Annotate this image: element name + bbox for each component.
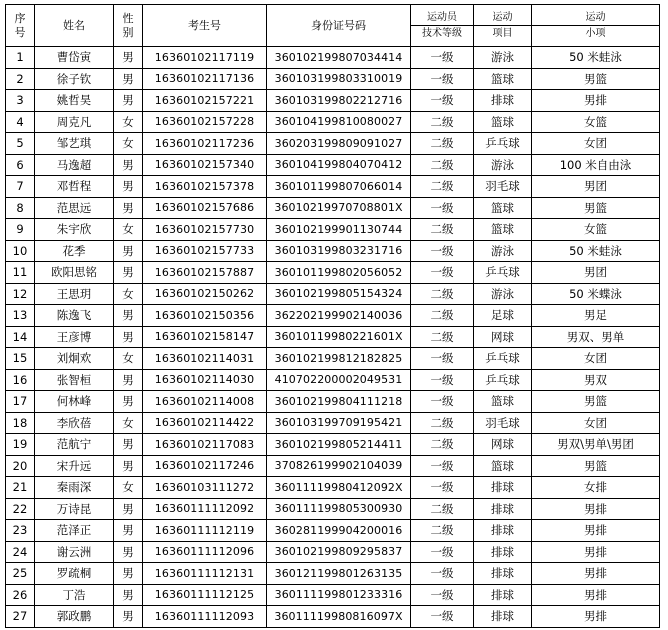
cell-subevent: 女团: [532, 412, 660, 434]
cell-subevent: 50 米蛙泳: [532, 47, 660, 69]
cell-exam-no: 16360102150356: [143, 305, 267, 327]
cell-name: 罗疏桐: [35, 563, 114, 585]
cell-seq: 13: [6, 305, 35, 327]
cell-subevent: 男排: [532, 563, 660, 585]
cell-level: 一级: [411, 197, 474, 219]
table-row: [6, 520, 660, 542]
table-row: [6, 47, 660, 69]
cell-id-no: 360103199803231716: [267, 240, 411, 262]
cell-subevent: 50 米蝶泳: [532, 283, 660, 305]
cell-level: 一级: [411, 391, 474, 413]
cell-project: 乒乓球: [474, 369, 532, 391]
cell-project: 乒乓球: [474, 133, 532, 155]
table-row: [6, 541, 660, 563]
cell-id-no: 360102199807034414: [267, 47, 411, 69]
cell-gender: 男: [114, 326, 143, 348]
header-id-no: 身份证号码: [267, 5, 411, 47]
cell-project: 羽毛球: [474, 412, 532, 434]
cell-subevent: 男团: [532, 262, 660, 284]
cell-id-no: 370826199902104039: [267, 455, 411, 477]
cell-seq: 4: [6, 111, 35, 133]
table-row: [6, 283, 660, 305]
cell-gender: 男: [114, 240, 143, 262]
cell-exam-no: 16360102157228: [143, 111, 267, 133]
cell-name: 马逸超: [35, 154, 114, 176]
cell-exam-no: 16360111112125: [143, 584, 267, 606]
table-row: [6, 326, 660, 348]
cell-gender: 男: [114, 68, 143, 90]
header-subevent-line1: 运动: [532, 10, 659, 26]
cell-level: 二级: [411, 176, 474, 198]
cell-name: 丁浩: [35, 584, 114, 606]
cell-level: 二级: [411, 154, 474, 176]
cell-gender: 女: [114, 111, 143, 133]
cell-exam-no: 16360102117246: [143, 455, 267, 477]
table-row: [6, 348, 660, 370]
header-exam-no: 考生号: [143, 5, 267, 47]
cell-project: 排球: [474, 477, 532, 499]
table-row: [6, 240, 660, 262]
header-seq-line2: 号: [14, 25, 26, 39]
cell-exam-no: 16360111112093: [143, 606, 267, 628]
cell-id-no: 360102199804111218: [267, 391, 411, 413]
cell-gender: 男: [114, 606, 143, 628]
cell-project: 篮球: [474, 219, 532, 241]
cell-project: 排球: [474, 520, 532, 542]
cell-name: 朱宇欣: [35, 219, 114, 241]
cell-id-no: 360203199809091027: [267, 133, 411, 155]
cell-exam-no: 16360102117236: [143, 133, 267, 155]
cell-project: 排球: [474, 541, 532, 563]
cell-exam-no: 16360111112131: [143, 563, 267, 585]
cell-seq: 24: [6, 541, 35, 563]
header-seq: [6, 5, 35, 47]
table-row: [6, 498, 660, 520]
cell-name: 何林峰: [35, 391, 114, 413]
table-row: [6, 90, 660, 112]
cell-project: 游泳: [474, 154, 532, 176]
cell-subevent: 男团: [532, 176, 660, 198]
cell-subevent: 男篮: [532, 391, 660, 413]
cell-subevent: 男双: [532, 369, 660, 391]
cell-id-no: 360103199709195421: [267, 412, 411, 434]
cell-id-no: 360102199809295837: [267, 541, 411, 563]
cell-gender: 男: [114, 541, 143, 563]
cell-seq: 17: [6, 391, 35, 413]
cell-level: 二级: [411, 111, 474, 133]
cell-gender: 男: [114, 262, 143, 284]
table-row: [6, 154, 660, 176]
cell-gender: 男: [114, 498, 143, 520]
cell-id-no: 360103199803310019: [267, 68, 411, 90]
cell-subevent: 男足: [532, 305, 660, 327]
cell-seq: 6: [6, 154, 35, 176]
cell-id-no: 360111199805300930: [267, 498, 411, 520]
cell-level: 二级: [411, 434, 474, 456]
cell-subevent: 男排: [532, 541, 660, 563]
cell-seq: 23: [6, 520, 35, 542]
cell-id-no: 36011119980412092X: [267, 477, 411, 499]
cell-subevent: 男排: [532, 498, 660, 520]
cell-project: 游泳: [474, 47, 532, 69]
cell-seq: 25: [6, 563, 35, 585]
cell-level: 二级: [411, 133, 474, 155]
table-row: [6, 391, 660, 413]
table-row: [6, 197, 660, 219]
cell-name: 王思玥: [35, 283, 114, 305]
cell-exam-no: 16360102117083: [143, 434, 267, 456]
cell-exam-no: 16360111112096: [143, 541, 267, 563]
cell-project: 足球: [474, 305, 532, 327]
cell-level: 一级: [411, 240, 474, 262]
cell-gender: 女: [114, 412, 143, 434]
cell-seq: 11: [6, 262, 35, 284]
cell-name: 谢云洲: [35, 541, 114, 563]
athlete-roster-table: [5, 4, 660, 628]
cell-gender: 女: [114, 133, 143, 155]
cell-project: 排球: [474, 584, 532, 606]
cell-name: 范泽正: [35, 520, 114, 542]
header-seq-line1: 序: [14, 11, 26, 25]
cell-project: 网球: [474, 434, 532, 456]
cell-name: 郭政鹏: [35, 606, 114, 628]
cell-id-no: 360281199904200016: [267, 520, 411, 542]
cell-seq: 20: [6, 455, 35, 477]
cell-level: 二级: [411, 498, 474, 520]
cell-name: 万诗昆: [35, 498, 114, 520]
cell-subevent: 男篮: [532, 455, 660, 477]
cell-name: 王彦博: [35, 326, 114, 348]
table-row: [6, 563, 660, 585]
cell-exam-no: 16360102158147: [143, 326, 267, 348]
cell-id-no: 36010219970708801X: [267, 197, 411, 219]
cell-name: 李欣蓓: [35, 412, 114, 434]
cell-level: 一级: [411, 68, 474, 90]
cell-exam-no: 16360102117119: [143, 47, 267, 69]
table-row: [6, 68, 660, 90]
cell-exam-no: 16360102114030: [143, 369, 267, 391]
cell-subevent: 男排: [532, 584, 660, 606]
cell-name: 徐子钦: [35, 68, 114, 90]
cell-level: 一级: [411, 541, 474, 563]
cell-exam-no: 16360111112092: [143, 498, 267, 520]
cell-project: 排球: [474, 563, 532, 585]
cell-gender: 男: [114, 391, 143, 413]
cell-gender: 男: [114, 305, 143, 327]
table-row: [6, 455, 660, 477]
table-row: [6, 305, 660, 327]
cell-project: 篮球: [474, 68, 532, 90]
cell-subevent: 男排: [532, 606, 660, 628]
header-level-line1: 运动员: [411, 10, 473, 26]
cell-id-no: 360102199805154324: [267, 283, 411, 305]
cell-seq: 22: [6, 498, 35, 520]
cell-subevent: 女团: [532, 348, 660, 370]
cell-exam-no: 16360102157340: [143, 154, 267, 176]
cell-level: 一级: [411, 47, 474, 69]
cell-gender: 男: [114, 47, 143, 69]
cell-id-no: 360102199805214411: [267, 434, 411, 456]
table-row: [6, 133, 660, 155]
table-row: [6, 111, 660, 133]
cell-seq: 12: [6, 283, 35, 305]
table-row: [6, 434, 660, 456]
cell-project: 排球: [474, 606, 532, 628]
cell-level: 一级: [411, 90, 474, 112]
cell-level: 一级: [411, 563, 474, 585]
cell-gender: 男: [114, 176, 143, 198]
cell-exam-no: 16360102114422: [143, 412, 267, 434]
cell-level: 一级: [411, 348, 474, 370]
cell-level: 二级: [411, 305, 474, 327]
cell-id-no: 362202199902140036: [267, 305, 411, 327]
cell-seq: 19: [6, 434, 35, 456]
cell-level: 二级: [411, 412, 474, 434]
cell-project: 排球: [474, 498, 532, 520]
header-gender-line2: 别: [122, 25, 134, 39]
cell-name: 邓哲程: [35, 176, 114, 198]
cell-subevent: 男排: [532, 90, 660, 112]
header-project-line1: 运动: [474, 10, 531, 26]
cell-name: 宋升远: [35, 455, 114, 477]
cell-level: 一级: [411, 369, 474, 391]
cell-subevent: 女团: [532, 133, 660, 155]
cell-gender: 男: [114, 563, 143, 585]
table-body: [6, 47, 660, 628]
cell-seq: 18: [6, 412, 35, 434]
cell-id-no: 360103199802212716: [267, 90, 411, 112]
cell-project: 网球: [474, 326, 532, 348]
cell-gender: 女: [114, 477, 143, 499]
cell-project: 乒乓球: [474, 348, 532, 370]
cell-exam-no: 16360103111272: [143, 477, 267, 499]
cell-seq: 7: [6, 176, 35, 198]
cell-project: 乒乓球: [474, 262, 532, 284]
cell-gender: 女: [114, 348, 143, 370]
cell-level: 二级: [411, 326, 474, 348]
cell-exam-no: 16360102150262: [143, 283, 267, 305]
cell-name: 欧阳思铭: [35, 262, 114, 284]
cell-project: 篮球: [474, 111, 532, 133]
cell-level: 一级: [411, 606, 474, 628]
table-row: [6, 369, 660, 391]
cell-subevent: 男双\男单\男团: [532, 434, 660, 456]
cell-project: 篮球: [474, 197, 532, 219]
cell-name: 邹艺琪: [35, 133, 114, 155]
cell-id-no: 360104199804070412: [267, 154, 411, 176]
cell-exam-no: 16360102114008: [143, 391, 267, 413]
cell-level: 二级: [411, 520, 474, 542]
cell-gender: 男: [114, 90, 143, 112]
cell-exam-no: 16360102157887: [143, 262, 267, 284]
cell-name: 秦雨深: [35, 477, 114, 499]
cell-subevent: 50 米蛙泳: [532, 240, 660, 262]
header-subevent: [532, 5, 660, 47]
cell-gender: 男: [114, 434, 143, 456]
cell-level: 一级: [411, 477, 474, 499]
cell-subevent: 男排: [532, 520, 660, 542]
cell-subevent: 100 米自由泳: [532, 154, 660, 176]
cell-gender: 男: [114, 584, 143, 606]
cell-seq: 9: [6, 219, 35, 241]
cell-id-no: 36011119980816097X: [267, 606, 411, 628]
cell-seq: 21: [6, 477, 35, 499]
cell-exam-no: 16360102157221: [143, 90, 267, 112]
cell-name: 陈逸飞: [35, 305, 114, 327]
cell-name: 曹岱寅: [35, 47, 114, 69]
cell-id-no: 410702200002049531: [267, 369, 411, 391]
cell-seq: 14: [6, 326, 35, 348]
cell-id-no: 360111199801233316: [267, 584, 411, 606]
cell-subevent: 女篮: [532, 219, 660, 241]
header-row: [6, 5, 660, 47]
header-gender: [114, 5, 143, 47]
cell-id-no: 360101199807066014: [267, 176, 411, 198]
cell-project: 篮球: [474, 391, 532, 413]
cell-gender: 女: [114, 283, 143, 305]
header-level: [411, 5, 474, 47]
cell-seq: 1: [6, 47, 35, 69]
cell-exam-no: 16360102117136: [143, 68, 267, 90]
cell-gender: 女: [114, 219, 143, 241]
cell-exam-no: 16360102157378: [143, 176, 267, 198]
cell-gender: 男: [114, 154, 143, 176]
header-project-line2: 项目: [492, 28, 513, 39]
cell-id-no: 360101199802056052: [267, 262, 411, 284]
cell-level: 一级: [411, 262, 474, 284]
cell-project: 排球: [474, 90, 532, 112]
cell-project: 篮球: [474, 455, 532, 477]
cell-gender: 男: [114, 520, 143, 542]
cell-subevent: 男篮: [532, 197, 660, 219]
cell-name: 范航宁: [35, 434, 114, 456]
cell-exam-no: 16360102157730: [143, 219, 267, 241]
cell-name: 刘炯欢: [35, 348, 114, 370]
cell-level: 一级: [411, 584, 474, 606]
cell-seq: 3: [6, 90, 35, 112]
cell-subevent: 男篮: [532, 68, 660, 90]
cell-gender: 男: [114, 369, 143, 391]
header-subevent-line2: 小项: [585, 28, 606, 39]
cell-name: 范思远: [35, 197, 114, 219]
cell-exam-no: 16360102114031: [143, 348, 267, 370]
table-row: [6, 477, 660, 499]
cell-seq: 5: [6, 133, 35, 155]
cell-name: 周克凡: [35, 111, 114, 133]
cell-subevent: 男双、男单: [532, 326, 660, 348]
cell-gender: 男: [114, 197, 143, 219]
table-header: [6, 5, 660, 47]
cell-id-no: 36010119980221601X: [267, 326, 411, 348]
header-name: 姓名: [35, 5, 114, 47]
cell-name: 张智桓: [35, 369, 114, 391]
cell-project: 羽毛球: [474, 176, 532, 198]
cell-subevent: 女篮: [532, 111, 660, 133]
cell-level: 一级: [411, 455, 474, 477]
cell-exam-no: 16360102157733: [143, 240, 267, 262]
cell-project: 游泳: [474, 240, 532, 262]
table-row: [6, 606, 660, 628]
cell-exam-no: 16360102157686: [143, 197, 267, 219]
cell-exam-no: 16360111112119: [143, 520, 267, 542]
cell-name: 花季: [35, 240, 114, 262]
cell-seq: 16: [6, 369, 35, 391]
cell-id-no: 360121199801263135: [267, 563, 411, 585]
cell-level: 二级: [411, 283, 474, 305]
cell-level: 二级: [411, 219, 474, 241]
header-level-line2: 技术等级: [422, 28, 462, 39]
header-project: [474, 5, 532, 47]
cell-id-no: 360104199810080027: [267, 111, 411, 133]
cell-seq: 27: [6, 606, 35, 628]
cell-subevent: 女排: [532, 477, 660, 499]
cell-gender: 男: [114, 455, 143, 477]
cell-seq: 15: [6, 348, 35, 370]
cell-seq: 8: [6, 197, 35, 219]
table-row: [6, 584, 660, 606]
table-row: [6, 176, 660, 198]
cell-seq: 26: [6, 584, 35, 606]
cell-seq: 10: [6, 240, 35, 262]
cell-id-no: 360102199901130744: [267, 219, 411, 241]
table-row: [6, 262, 660, 284]
table-row: [6, 412, 660, 434]
table-row: [6, 219, 660, 241]
cell-seq: 2: [6, 68, 35, 90]
cell-project: 游泳: [474, 283, 532, 305]
header-gender-line1: 性: [122, 11, 134, 25]
cell-name: 姚哲昊: [35, 90, 114, 112]
cell-id-no: 360102199812182825: [267, 348, 411, 370]
